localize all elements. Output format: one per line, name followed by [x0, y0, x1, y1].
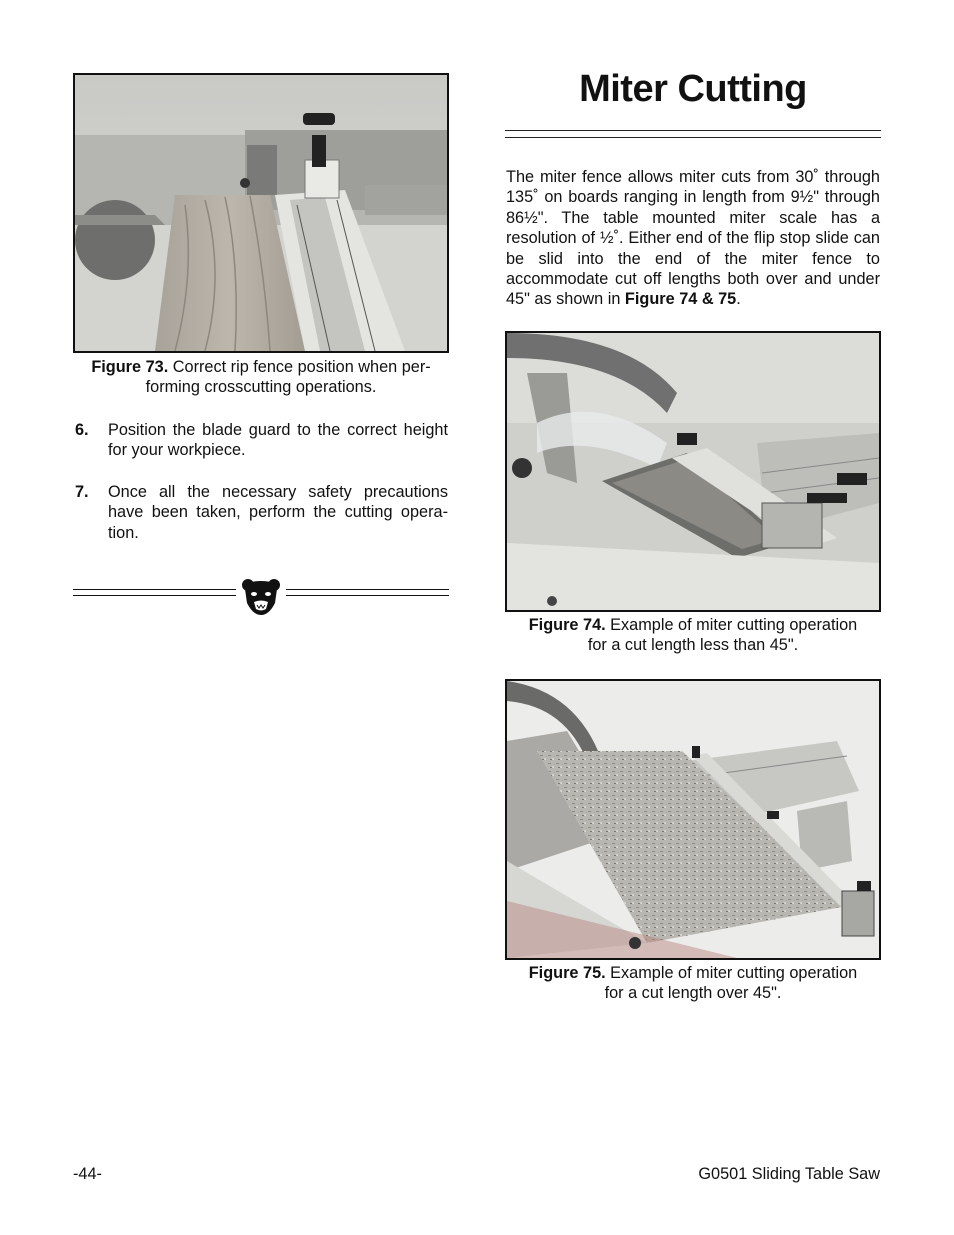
figure-75-caption — [505, 963, 881, 1003]
title-rule-bottom — [505, 137, 881, 138]
step-7 — [75, 482, 448, 543]
intro-text-end: . — [736, 290, 741, 309]
grizzly-bear-logo-icon — [241, 577, 281, 617]
figure-73-caption — [73, 357, 449, 397]
figure-75-label: Figure 75. — [528, 964, 606, 982]
step-7-text: Once all the necessary safety precautions have been taken, perform the cutting opera-tion. — [108, 483, 448, 542]
step-6-text: Position the blade guard to the correct height for your workpiece. — [108, 421, 448, 460]
figure-73-caption-line1: Correct rip fence position when per- — [168, 358, 431, 376]
manual-title: G0501 Sliding Table Saw — [698, 1165, 880, 1183]
intro-figure-reference: Figure 74 & 75 — [624, 290, 737, 309]
intro-text: The miter fence allows miter cuts from 30˚ through 135˚ on boards ranging in length from 9½" through 86½". The table mounted miter scale has a resolution of ½˚. Either end of the flip stop slide can be slid into the end of the miter fence to accommodate cut off lengths both over and under 45" as shown in — [506, 168, 880, 309]
page-number: -44- — [73, 1165, 102, 1183]
step-6-number: 6. — [75, 421, 89, 439]
figure-73-label: Figure 73. — [91, 358, 169, 376]
figure-74-photo — [505, 331, 881, 612]
figure-75-caption-line1: Example of miter cutting operation — [605, 964, 858, 982]
divider-line-left-top — [73, 589, 236, 590]
figure-74-caption-line1: Example of miter cutting operation — [605, 616, 858, 634]
divider-line-left-bottom — [73, 595, 236, 596]
step-7-number: 7. — [75, 483, 89, 501]
title-rule-top — [505, 130, 881, 131]
figure-75-photo — [505, 679, 881, 960]
figure-74-caption-line2: for a cut length less than 45". — [587, 636, 799, 654]
figure-73-caption-line2: forming crosscutting operations. — [145, 378, 377, 396]
figure-75-caption-line2: for a cut length over 45". — [604, 984, 782, 1002]
intro-paragraph — [506, 167, 880, 310]
figure-74-caption — [505, 615, 881, 655]
divider-line-right-bottom — [286, 595, 449, 596]
figure-73-photo — [73, 73, 449, 353]
divider-line-right-top — [286, 589, 449, 590]
page-title: Miter Cutting — [579, 68, 807, 110]
section-divider — [73, 577, 449, 617]
figure-74-label: Figure 74. — [528, 616, 606, 634]
step-6 — [75, 420, 448, 461]
